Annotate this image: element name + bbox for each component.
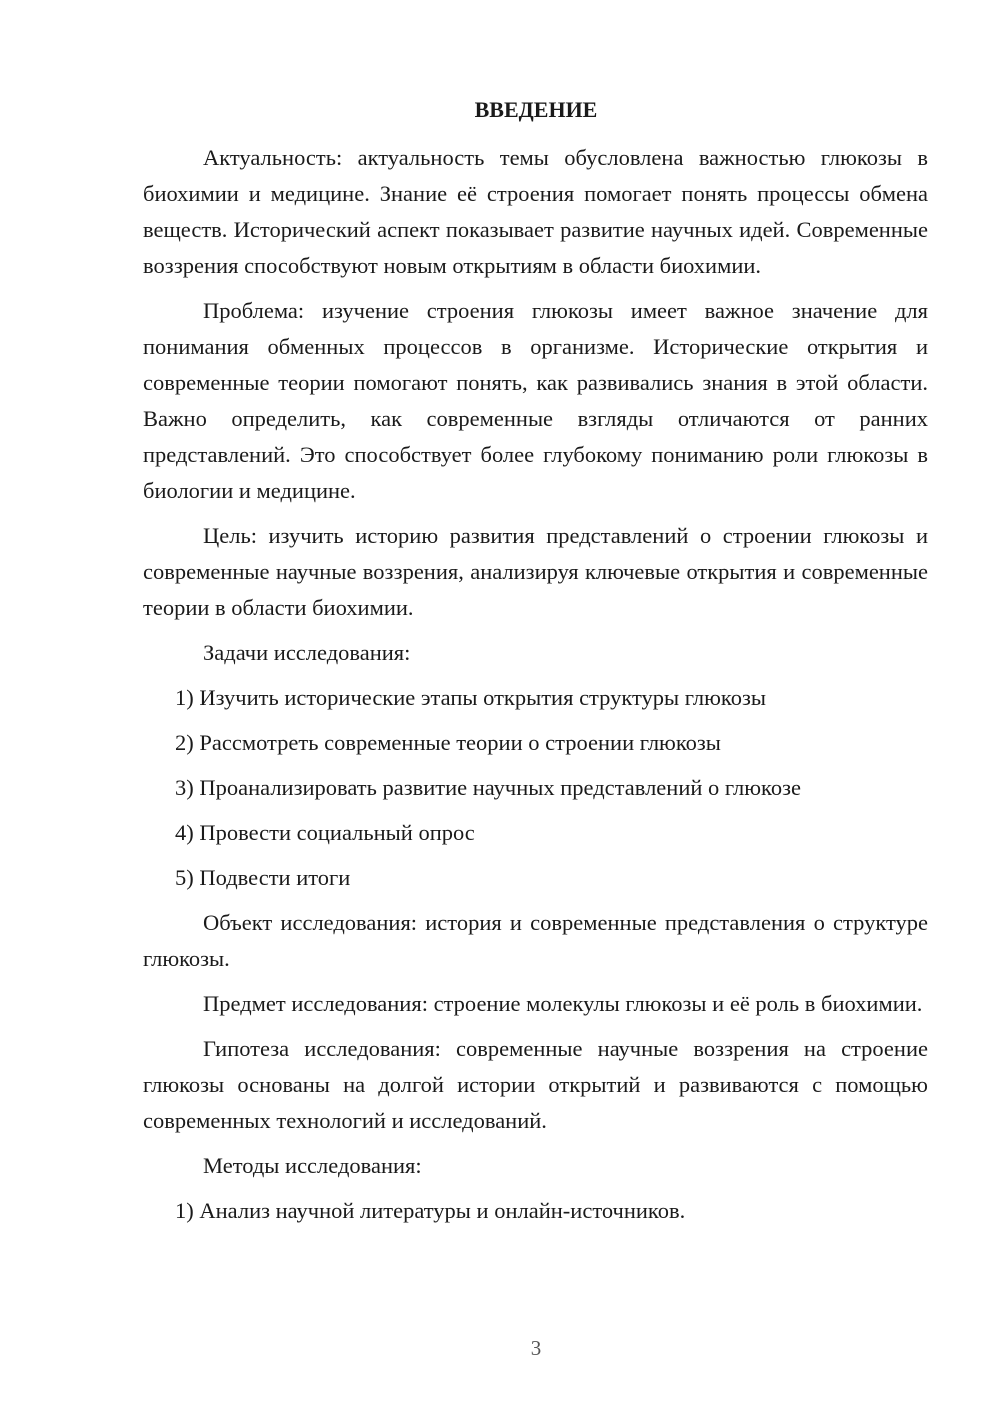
methods-heading: Методы исследования: (203, 1153, 422, 1178)
list-item: 5) Подвести итоги (175, 865, 351, 890)
tasks-list (143, 680, 928, 896)
tasks-heading: Задачи исследования: (203, 640, 411, 665)
page-number: 3 (530, 1336, 542, 1360)
subject-paragraph: Предмет исследования: строение молекулы глюкозы и её роль в биохимии. (203, 991, 923, 1016)
list-item: 2) Рассмотреть современные теории о строении глюкозы (175, 730, 721, 755)
list-item: 3) Проанализировать развитие научных представлений о глюкозе (175, 775, 801, 800)
problem-paragraph: Проблема: изучение строения глюкозы имеет важное значение для понимания обменных процессов в организме. Исторические открытия и современные теории помогают понять, как развивались знания в этой области. Важно определить, как современные взгляды отличаются от ранних представлений. Это способствует более глубокому пониманию роли глюкозы в биологии и медицине. (143, 298, 928, 503)
list-item: 4) Провести социальный опрос (175, 820, 475, 845)
goal-paragraph: Цель: изучить историю развития представлений о строении глюкозы и современные научные воззрения, анализируя ключевые открытия и современные теории в области биохимии. (143, 523, 928, 620)
list-item: 1) Анализ научной литературы и онлайн-источников. (175, 1198, 686, 1223)
list-item: 1) Изучить исторические этапы открытия структуры глюкозы (175, 685, 766, 710)
object-paragraph: Объект исследования: история и современные представления о структуре глюкозы. (143, 910, 928, 971)
document-body (143, 140, 928, 1238)
relevance-paragraph: Актуальность: актуальность темы обусловлена важностью глюкозы в биохимии и медицине. Знание её строения помогает понять процессы обмена веществ. Исторический аспект показывает развитие научных идей. Современные воззрения способствуют новым открытиям в области биохимии. (143, 145, 928, 278)
methods-list (143, 1193, 928, 1229)
page-title: ВВЕДЕНИЕ (474, 97, 598, 122)
hypothesis-paragraph: Гипотеза исследования: современные научные воззрения на строение глюкозы основаны на долгой истории открытий и развиваются с помощью современных технологий и исследований. (143, 1036, 928, 1133)
